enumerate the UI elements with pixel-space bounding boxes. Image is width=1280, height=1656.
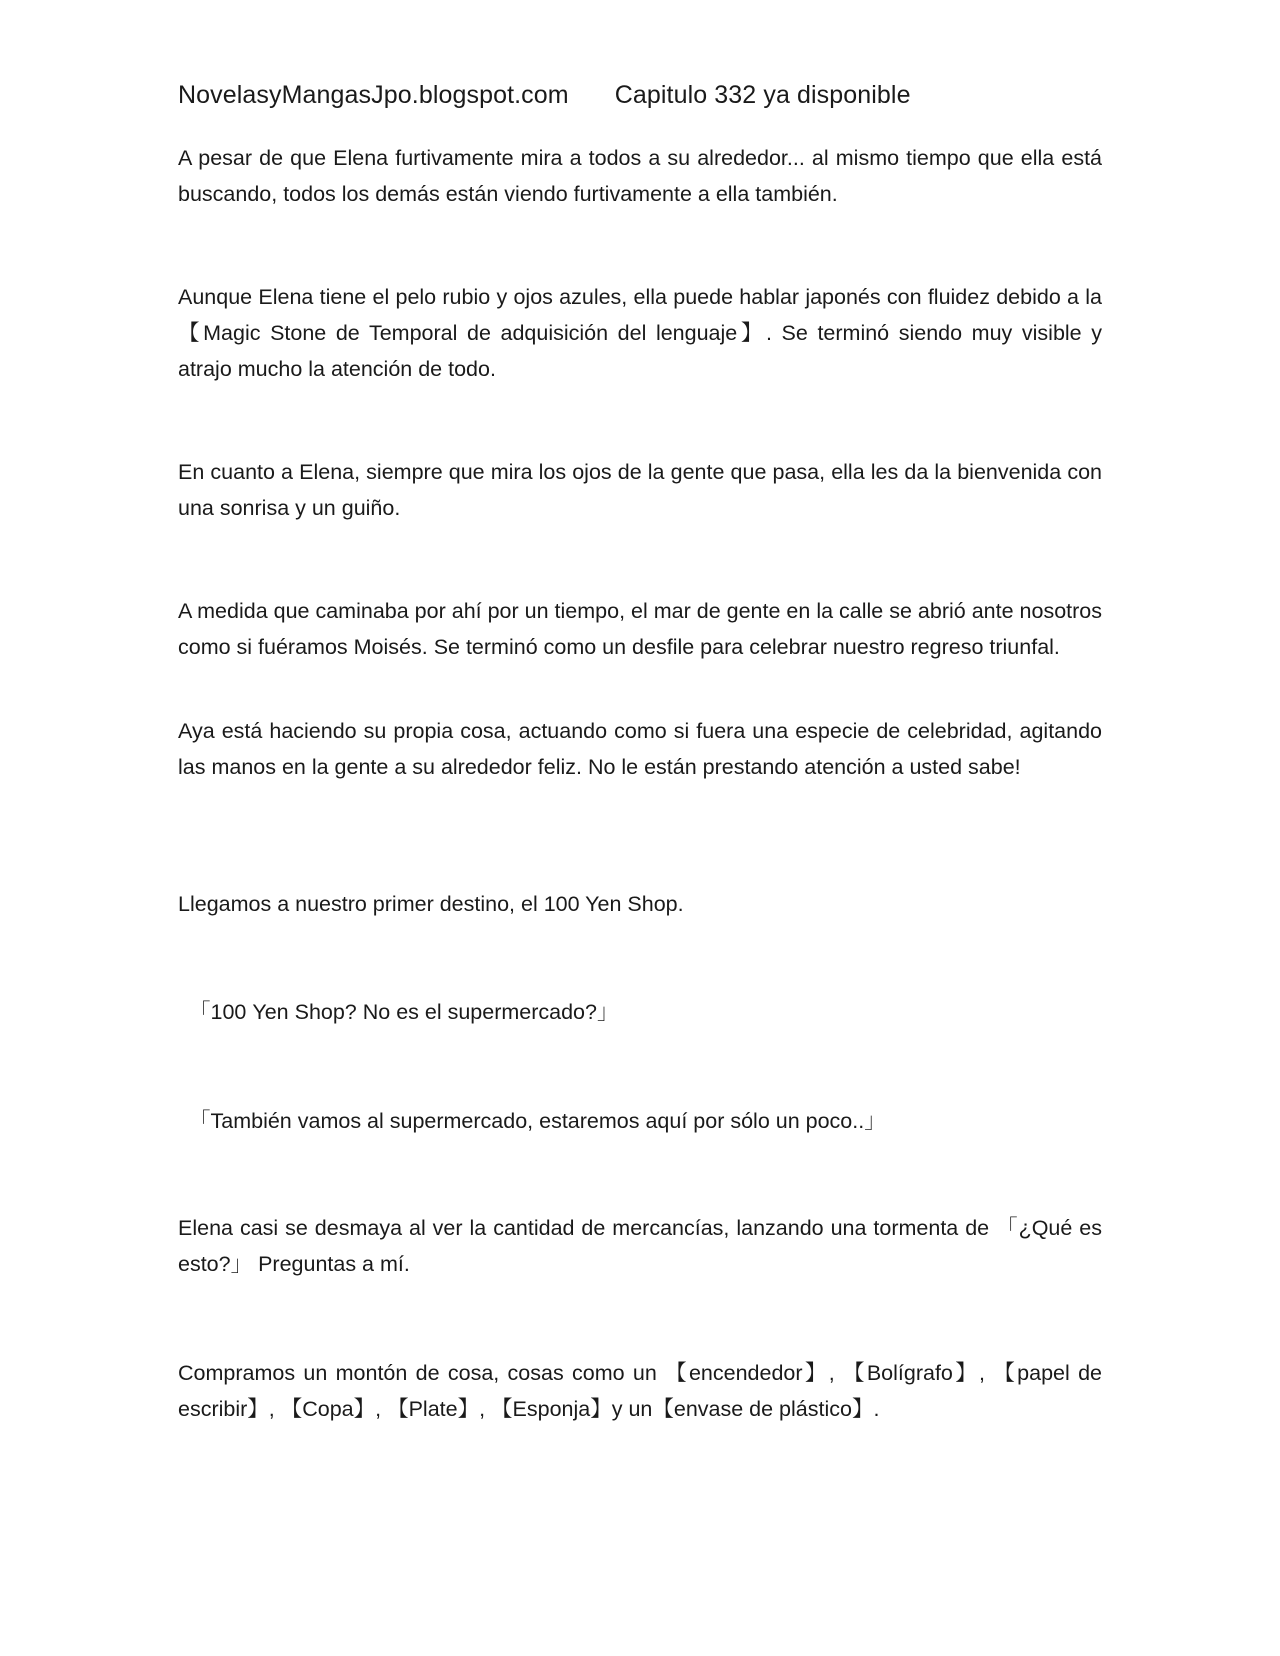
paragraph-4: A medida que caminaba por ahí por un tiempo, el mar de gente en la calle se abrió ante nosotros como si fuéramos Moisés. Se terminó como un desfile para celebrar nuestro regreso triunfal. bbox=[178, 599, 1102, 659]
paragraph-8: Compramos un montón de cosa, cosas como un 【encendedor】, 【Bolígrafo】, 【papel de escribir】, 【Copa】, 【Plate】, 【Esponja】y un【envase de plástico】. bbox=[178, 1361, 1102, 1421]
paragraph-3: En cuanto a Elena, siempre que mira los ojos de la gente que pasa, ella les da la bienvenida con una sonrisa y un guiño. bbox=[178, 460, 1102, 520]
site-name: NovelasyMangasJpo.blogspot.com bbox=[178, 81, 569, 109]
document-page bbox=[178, 70, 1102, 1421]
dialogue-line-2: 「También vamos al supermercado, estaremos aquí por sólo un poco..」 bbox=[189, 1109, 886, 1133]
dialogue-line-1: 「100 Yen Shop? No es el supermercado?」 bbox=[189, 1000, 619, 1024]
paragraph-1: A pesar de que Elena furtivamente mira a todos a su alrededor... al mismo tiempo que ella está buscando, todos los demás están viendo furtivamente a ella también. bbox=[178, 146, 1102, 206]
paragraph-6: Llegamos a nuestro primer destino, el 100 Yen Shop. bbox=[178, 892, 684, 916]
chapter-notice: Capitulo 332 ya disponible bbox=[614, 81, 911, 109]
paragraph-2: Aunque Elena tiene el pelo rubio y ojos azules, ella puede hablar japonés con fluidez debido a la 【Magic Stone de Temporal de adquisición del lenguaje】. Se terminó siendo muy visible y atrajo mucho la atención de todo. bbox=[178, 285, 1102, 381]
paragraph-5: Aya está haciendo su propia cosa, actuando como si fuera una especie de celebridad, agitando las manos en la gente a su alrededor feliz. No le están prestando atención a usted sabe! bbox=[178, 719, 1102, 779]
page-header bbox=[178, 70, 1102, 120]
paragraph-7: Elena casi se desmaya al ver la cantidad de mercancías, lanzando una tormenta de 「¿Qué es esto?」 Preguntas a mí. bbox=[178, 1216, 1102, 1276]
